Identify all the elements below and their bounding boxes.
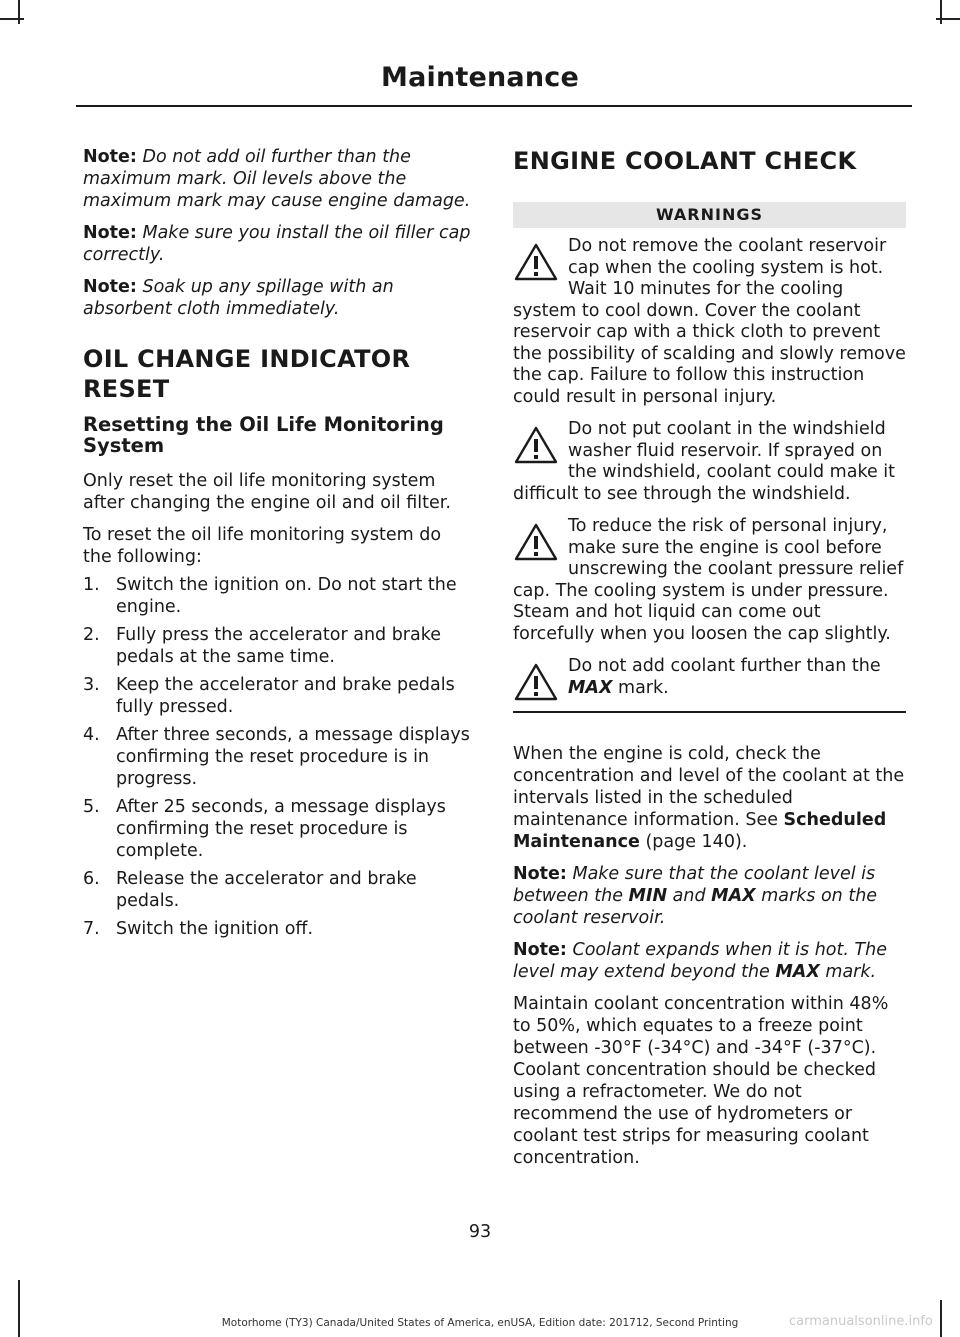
list-item: 2. Fully press the accelerator and brake pedals at the same time. <box>83 625 442 667</box>
warning-item: To reduce the risk of personal injury, make sure the engine is cool before unscrewing the coolant pressure relief cap. The cooling system is under pressure. Steam and hot liquid can come out forcefully when you loosen the cap slightly. <box>513 516 904 644</box>
scheduled-maintenance-link[interactable]: Scheduled Maintenance <box>513 810 887 852</box>
subheading-resetting: Resetting the Oil Life Monitoring System <box>83 413 444 457</box>
warning-item: Do not add coolant further than the MAX mark. <box>513 656 906 699</box>
list-item: 4. After three seconds, a message displays confirming the reset procedure is in progress. <box>83 725 470 789</box>
warning-item: Do not put coolant in the windshield washer fluid reservoir. If sprayed on the windshield, coolant could make it difficult to see through the windshield. <box>513 419 896 504</box>
list-item: 3. Keep the accelerator and brake pedals fully pressed. <box>83 675 455 717</box>
crop-mark <box>936 18 960 20</box>
right-column <box>513 146 906 1179</box>
warnings-header: WARNINGS <box>513 202 906 228</box>
section-title-oil-change-reset: OIL CHANGE INDICATOR RESET <box>83 345 411 403</box>
warning-triangle-icon <box>513 425 559 465</box>
warning-triangle-icon <box>513 662 559 702</box>
crop-mark <box>18 0 20 24</box>
list-item: 5. After 25 seconds, a message displays confirming the reset procedure is complete. <box>83 797 446 861</box>
list-item: 1. Switch the ignition on. Do not start the engine. <box>83 575 457 617</box>
note-coolant-level: Note: Make sure that the coolant level is between the MIN and MAX marks on the coolant reservoir. <box>513 864 878 928</box>
warning-triangle-icon <box>513 522 559 562</box>
crop-mark <box>940 0 942 24</box>
reset-steps-list <box>83 574 475 940</box>
crop-mark <box>0 18 24 20</box>
warning-item: Do not remove the coolant reservoir cap when the cooling system is hot. Wait 10 minutes for the cooling system to cool down. Cover the coolant reservoir cap with a thick cloth to prevent the possibility of scalding and slowly remove the cap. Failure to follow this instruction could result in personal injury. <box>513 236 906 407</box>
note-oil-max: Note: Do not add oil further than the maximum mark. Oil levels above the maximum mark may cause engine damage. <box>83 147 471 211</box>
coolant-check-paragraph: When the engine is cold, check the concentration and level of the coolant at the intervals listed in the scheduled maintenance information. See Scheduled Maintenance (page 140). <box>513 744 905 852</box>
watermark: carmanualsonline.info <box>789 1314 933 1329</box>
coolant-concentration-paragraph: Maintain coolant concentration within 48% to 50%, which equates to a freeze point between -30°F (-34°C) and -34°F (-37°C). Coolant concentration should be checked using a refractometer. We do not recommend the use of hydrometers or coolant test strips for measuring coolant concentration. <box>513 994 889 1168</box>
intro-paragraph: Only reset the oil life monitoring system after changing the engine oil and oil filter. <box>83 471 451 513</box>
page-number: 93 <box>468 1222 492 1242</box>
list-item: 7. Switch the ignition off. <box>83 919 314 939</box>
note-spillage: Note: Soak up any spillage with an absorbent cloth immediately. <box>83 277 394 319</box>
section-title-engine-coolant-check: ENGINE COOLANT CHECK <box>513 147 857 175</box>
page-header-title: Maintenance <box>381 62 579 93</box>
lead-paragraph: To reset the oil life monitoring system do the following: <box>83 525 442 567</box>
warning-triangle-icon <box>513 242 559 282</box>
footer-edition-info: Motorhome (TY3) Canada/United States of America, enUSA, Edition date: 201712, Second Printing <box>221 1317 739 1329</box>
list-item: 6. Release the accelerator and brake pedals. <box>83 869 417 911</box>
note-coolant-expands: Note: Coolant expands when it is hot. The level may extend beyond the MAX mark. <box>513 940 888 982</box>
left-column <box>83 146 475 946</box>
note-filler-cap: Note: Make sure you install the oil filler cap correctly. <box>83 223 471 265</box>
header-rule <box>76 105 912 107</box>
warnings-end-rule <box>513 711 906 713</box>
